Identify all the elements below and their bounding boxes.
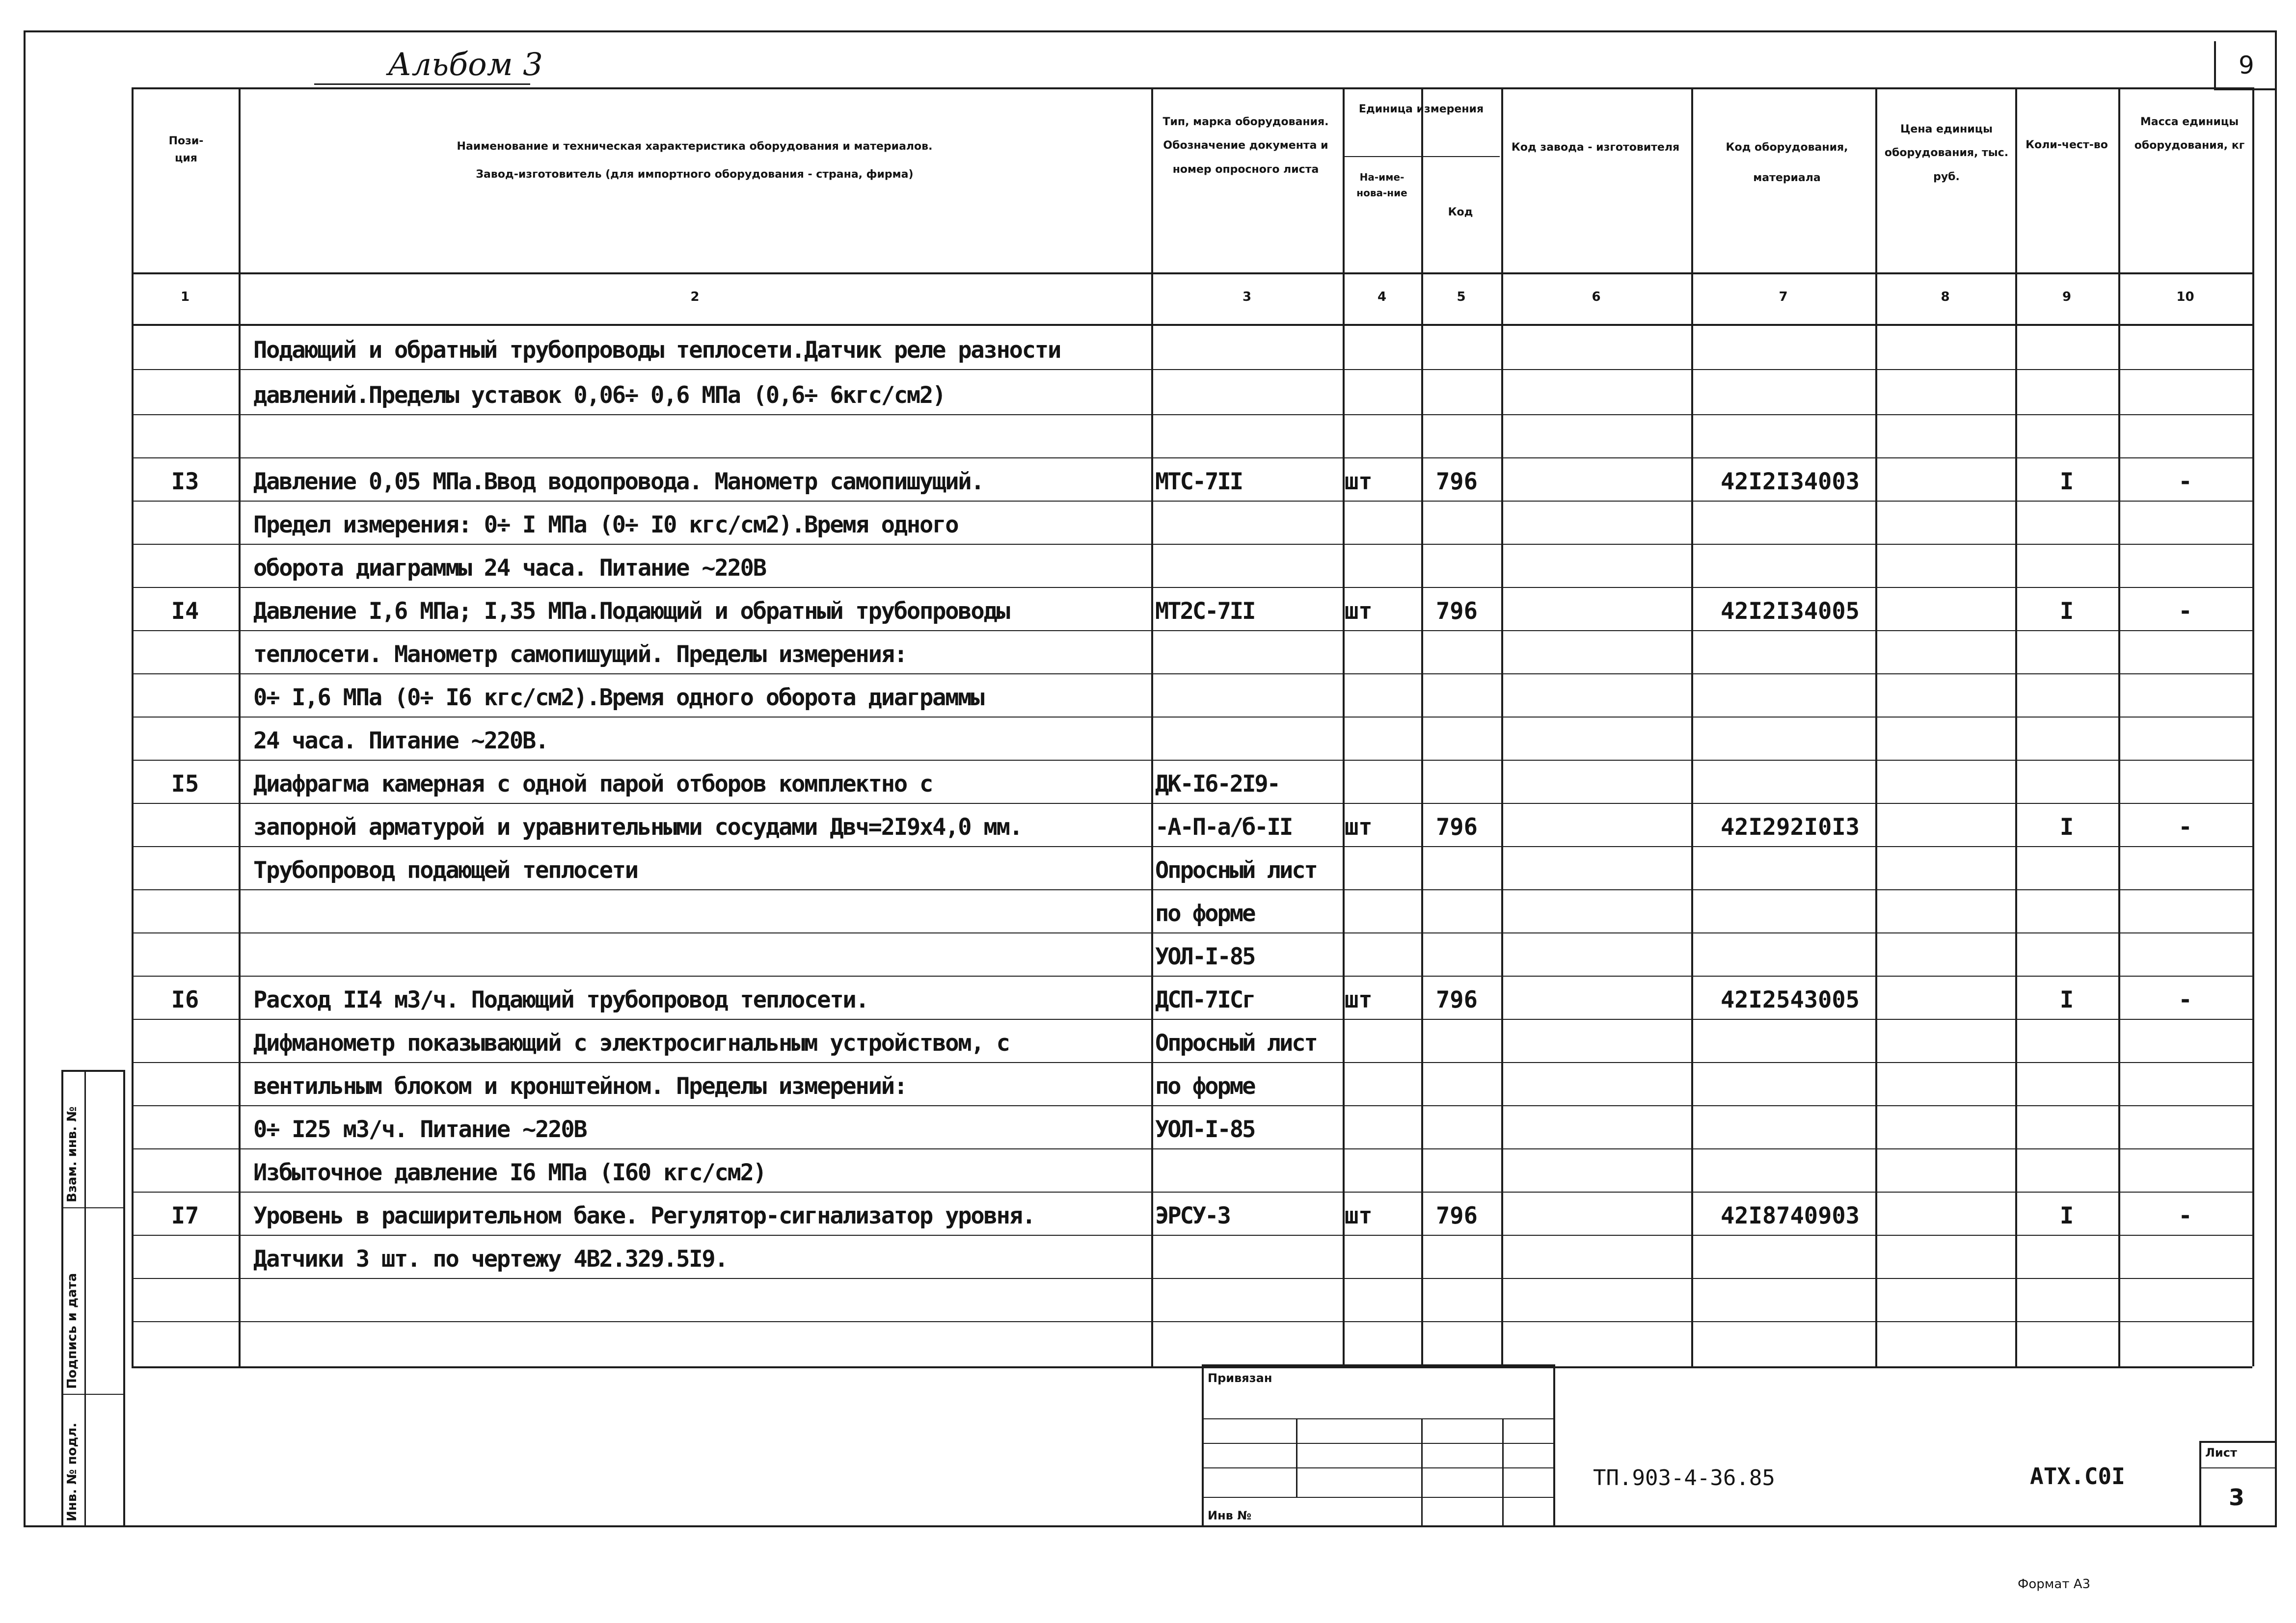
table-header-bottom [132,272,2252,274]
header-factory-code-text: Код завода - изготовителя [1511,141,1680,154]
cell-mass: - [2178,1202,2192,1229]
side-strip-line [61,1207,125,1208]
cell-pos: I3 [171,468,199,495]
cell-name: Уровень в расширительном баке. Регулятор-сигнализатор уровня. [253,1202,1035,1229]
cell-name: 24 часа. Питание ~220В. [253,727,548,754]
table-row-line [132,630,2252,631]
cell-name: запорной арматурой и уравнительными сосудами Двч=2I9х4,0 мм. [253,814,1022,841]
sheet-box-line [2199,1467,2277,1468]
cell-name: Диафрагма камерная с одной парой отборов комплектно с [253,771,933,798]
header-mass-text: Масса единицы оборудования, кг [2134,116,2245,152]
cell-type: по форме [1155,1073,1255,1100]
table-row-line [132,976,2252,977]
table-row-line [132,1192,2252,1193]
cell-name: давлений.Пределы уставок 0,06÷ 0,6 МПа (0,6÷ 6кгс/см2) [253,382,945,409]
cell-name: Расход II4 м3/ч. Подающий трубопровод теплосети. [253,986,868,1013]
cell-code: 796 [1436,468,1478,495]
table-row-line [132,1062,2252,1063]
table-top-border [132,87,2252,89]
cell-name: 0÷ I25 м3/ч. Питание ~220В [253,1116,587,1143]
table-row-line [132,1019,2252,1020]
table-row-line [132,587,2252,588]
cell-type: УОЛ-I-85 [1155,1116,1255,1143]
cell-pos: I6 [171,986,199,1013]
cell-code: 796 [1436,598,1478,625]
cell-mass: - [2178,986,2192,1013]
header-unit-code [1421,204,1500,221]
cell-type: по форме [1155,900,1255,927]
column-number: 5 [1457,290,1466,304]
table-column-line [132,87,134,1366]
cell-type: ДСП-7IСг [1155,986,1255,1013]
column-number: 8 [1941,290,1950,304]
stamp-line [1296,1418,1297,1497]
cell-equip-code: 42I8740903 [1721,1202,1860,1229]
cell-name: Трубопровод подающей теплосети [253,857,638,884]
table-row-line [132,673,2252,674]
cell-pos: I4 [171,598,199,625]
table-bottom-border [132,1366,2252,1368]
stamp-top-line [2199,1441,2277,1443]
column-number: 9 [2062,290,2072,304]
table-row-line [132,1148,2252,1149]
sheet-number: 3 [2229,1484,2245,1511]
cell-name: Предел измерения: 0÷ I МПа (0÷ I0 кгс/см2).Время одного [253,511,958,538]
cell-name: Датчики 3 шт. по чертежу 4В2.329.5I9. [253,1246,728,1273]
table-column-line [2252,87,2254,1366]
table-column-line [1875,87,1877,1366]
cell-name: 0÷ I,6 МПа (0÷ I6 кгс/см2).Время одного оборота диаграммы [253,684,984,711]
cell-qty: I [2059,1202,2074,1229]
cell-qty: I [2059,598,2074,625]
cell-mass: - [2178,468,2192,495]
side-strip-line [84,1070,86,1527]
page-number: 9 [2239,51,2254,80]
table-row-line [132,369,2252,370]
table-column-line [2118,87,2120,1366]
table-row-line [132,1278,2252,1279]
cell-type: МТС-7II [1155,468,1243,495]
album-label: Альбом 3 [388,47,543,83]
header-type-text: Тип, марка оборудования. Обозначение документа и номер опросного листа [1162,116,1329,176]
bound-label: Привязан [1208,1371,1272,1385]
cell-mass: - [2178,598,2192,625]
cell-type: ДК-I6-2I9- [1155,771,1279,798]
cell-mass: - [2178,814,2192,841]
header-position-text: Пози- ция [168,135,204,165]
table-row-line [132,501,2252,502]
cell-type: Опросный лист [1155,857,1317,884]
table-column-line [1421,87,1423,1366]
table-column-line [2015,87,2017,1366]
cell-equip-code: 42I292I0I3 [1721,814,1860,841]
stamp-line [1502,1418,1504,1527]
side-strip-line [61,1394,125,1395]
header-type [1151,110,1340,182]
cell-name: Дифманометр показывающий с электросигнальным устройством, с [253,1030,1009,1057]
table-row-line [132,889,2252,890]
column-number: 4 [1377,290,1387,304]
sheet-label: Лист [2205,1446,2237,1460]
format-label: Формат А3 [2018,1577,2091,1592]
table-column-line [1151,87,1153,1366]
cell-pos: I5 [171,771,199,798]
cell-qty: I [2059,986,2074,1013]
header-quantity [2018,133,2116,159]
table-row-line [132,1235,2252,1236]
table-row-line [132,544,2252,545]
cell-name: Давление I,6 МПа; I,35 МПа.Подающий и обратный трубопроводы [253,598,1009,625]
cell-unit: шт [1345,986,1373,1013]
cell-unit: шт [1345,814,1373,841]
header-name-text: Наименование и техническая характеристика оборудования и материалов. Завод-изготовитель (для импортного оборудования - страна, фирма) [457,140,933,181]
header-price-text: Цена единицы оборудования, тыс. руб. [1884,123,2009,183]
table-row-line [132,717,2252,718]
side-label-vzam: Взам. инв. № [65,1106,80,1202]
cell-unit: шт [1345,598,1373,625]
table-column-line [239,87,241,1366]
document-code: ТП.903-4-36.85 [1593,1465,1775,1490]
table-row-line [132,414,2252,415]
table-row-line [132,457,2252,458]
cell-type: -А-П-а/б-II [1155,814,1292,841]
cell-code: 796 [1436,814,1478,841]
cell-type: МТ2С-7II [1155,598,1255,625]
cell-qty: I [2059,814,2074,841]
header-equipment-code [1699,133,1875,193]
header-factory-code [1507,133,1684,163]
header-unit-name-text: На-име-нова-ние [1356,171,1407,199]
header-unit-name [1345,169,1419,201]
album-underline [314,83,530,85]
cell-equip-code: 42I2I34003 [1721,468,1860,495]
cell-type: ЭРСУ-3 [1155,1202,1230,1229]
column-number: 1 [180,290,190,304]
header-price [1880,118,2013,189]
cell-code: 796 [1436,986,1478,1013]
table-column-line [1343,87,1345,1366]
side-label-inv-orig: Инв. № подл. [65,1422,80,1521]
column-number: 6 [1592,290,1601,304]
cell-unit: шт [1345,1202,1373,1229]
table-row-line [132,1321,2252,1322]
table-row-line [132,932,2252,933]
header-quantity-text: Коли-чест-во [2026,139,2108,151]
cell-name: Подающий и обратный трубопроводы теплосети.Датчик реле разности [253,337,1061,364]
header-unit-group-text: Единица измерения [1358,103,1484,115]
header-mass [2126,110,2253,158]
table-row-line [132,760,2252,761]
header-equipment-code-text: Код оборудования, материала [1726,141,1848,184]
table-column-line [1691,87,1693,1366]
header-name [241,133,1149,188]
column-number: 3 [1242,290,1252,304]
cell-name: оборота диаграммы 24 часа. Питание ~220В [253,555,766,582]
cell-type: Опросный лист [1155,1030,1317,1057]
header-position [134,133,239,167]
sheet-code: АТХ.С0I [2030,1463,2125,1490]
table-column-line [1501,87,1503,1366]
inv-label: Инв № [1208,1509,1252,1522]
header-unit-code-text: Код [1448,206,1473,218]
cell-equip-code: 42I2543005 [1721,986,1860,1013]
cell-type: УОЛ-I-85 [1155,943,1255,970]
cell-name: вентильным блоком и кронштейном. Пределы измерений: [253,1073,907,1100]
side-label-sign-date: Подпись и дата [65,1273,80,1389]
column-number: 2 [690,290,700,304]
cell-unit: шт [1345,468,1373,495]
cell-name: теплосети. Манометр самопишущий. Пределы измерения: [253,641,907,668]
cell-code: 796 [1436,1202,1478,1229]
table-row-line [132,1105,2252,1106]
stamp-line [1421,1418,1423,1527]
table-colnum-bottom [132,324,2252,326]
cell-pos: I7 [171,1202,199,1229]
table-row-line [132,846,2252,847]
cell-name: Давление 0,05 МПа.Ввод водопровода. Манометр самопишущий. [253,468,984,495]
cell-name: Избыточное давление I6 МПа (I60 кгс/см2) [253,1159,766,1186]
column-number: 7 [1779,290,1788,304]
header-unit-group [1343,101,1500,118]
cell-qty: I [2059,468,2074,495]
column-number: 10 [2176,290,2194,304]
cell-equip-code: 42I2I34005 [1721,598,1860,625]
table-row-line [132,803,2252,804]
